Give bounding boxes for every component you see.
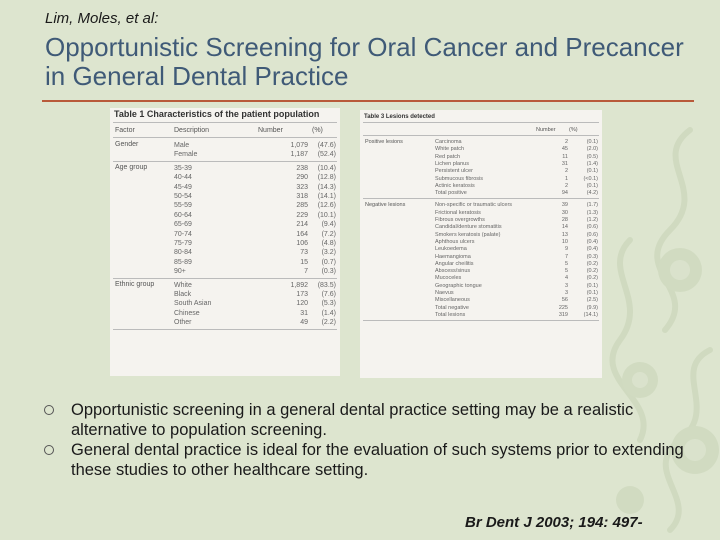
row-number: 120	[296, 300, 308, 308]
table-row	[435, 305, 598, 312]
row-label: 40-44	[174, 174, 192, 182]
table-row	[174, 230, 336, 239]
row-percent: (1.4)	[586, 160, 598, 167]
row-label: Lichen planus	[435, 160, 469, 167]
table-row	[435, 290, 598, 297]
row-number: 31	[561, 160, 568, 167]
row-label: 60-64	[174, 211, 192, 219]
table-row	[435, 283, 598, 290]
row-percent: (1.4)	[321, 309, 336, 317]
row-percent: (0.4)	[586, 246, 598, 253]
table-row	[174, 239, 336, 248]
row-number: 45	[561, 146, 568, 153]
row-number: 323	[296, 183, 308, 191]
column-header: Description	[174, 127, 210, 134]
table-row	[174, 141, 336, 150]
row-percent: (2.2)	[321, 319, 336, 327]
row-number: 11	[562, 153, 568, 160]
row-label: Smokers keratosis (palate)	[435, 231, 501, 238]
row-number: 14	[561, 224, 568, 231]
row-label: Miscellaneous	[435, 297, 470, 304]
table-row	[435, 139, 598, 146]
table-rule	[113, 278, 337, 279]
row-label: Red patch	[435, 153, 461, 160]
row-percent: (0.2)	[586, 275, 598, 282]
row-number: 10	[561, 238, 568, 245]
row-label: 70-74	[174, 230, 192, 238]
row-percent: (0.3)	[586, 253, 598, 260]
row-number: 1,892	[290, 281, 308, 289]
row-percent: (9.9)	[586, 304, 598, 311]
row-number: 7	[564, 253, 568, 260]
row-label: White patch	[435, 146, 465, 153]
row-number: 2	[564, 139, 568, 145]
row-label: Carcinoma	[435, 139, 462, 145]
row-number: 1	[564, 175, 568, 182]
column-header: Number	[536, 127, 556, 133]
row-number: 1,079	[290, 142, 308, 149]
row-number: 39	[561, 202, 568, 209]
row-group-label: Gender	[115, 141, 139, 148]
table-row	[174, 309, 336, 318]
row-percent: (1.3)	[586, 209, 598, 216]
table-row	[174, 248, 336, 257]
row-label: White	[174, 281, 192, 289]
table-row	[435, 232, 598, 239]
row-percent: (0.1)	[586, 139, 598, 145]
row-number: 106	[296, 240, 308, 247]
row-number: 5	[564, 260, 568, 267]
row-label: Frictional keratosis	[435, 209, 481, 216]
citation: Br Dent J 2003; 194: 497-	[465, 514, 643, 531]
row-label: 65-69	[174, 221, 192, 229]
author-line: Lim, Moles, et al:	[45, 10, 159, 27]
column-header: Number	[258, 127, 283, 134]
row-percent: (12.8)	[317, 174, 336, 182]
table-row	[174, 201, 336, 210]
title-divider	[42, 100, 694, 102]
row-label: Abscess/sinus	[435, 268, 471, 275]
row-percent: (0.5)	[586, 153, 598, 160]
bullet-item	[44, 400, 694, 440]
row-label: 90+	[174, 268, 186, 276]
row-label: Other	[174, 319, 192, 327]
row-percent: (0.3)	[321, 268, 336, 276]
row-number: 28	[561, 217, 568, 223]
table-row	[174, 258, 336, 267]
row-number: 229	[296, 211, 308, 219]
bullet-item	[44, 440, 694, 480]
table-3-caption: Table 3 Lesions detected	[364, 114, 435, 120]
row-percent: (10.1)	[317, 211, 336, 219]
row-percent: (0.2)	[586, 260, 598, 267]
row-label: Black	[174, 291, 192, 298]
row-number: 49	[300, 319, 308, 327]
row-label: Female	[174, 151, 198, 159]
row-label: 35-39	[174, 164, 192, 172]
row-label: 45-49	[174, 183, 192, 191]
row-number: 2	[564, 182, 568, 189]
table-row	[435, 297, 598, 304]
table-row	[435, 176, 598, 183]
table-row	[435, 275, 598, 282]
column-header: Factor	[115, 127, 135, 134]
row-number: 56	[561, 297, 568, 304]
row-percent: (0.1)	[586, 182, 598, 189]
bullet-text: Opportunistic screening in a general dental practice setting may be a realistic alternative to population screening.	[71, 401, 634, 439]
row-number: 225	[558, 304, 568, 311]
table-row	[174, 150, 336, 159]
table-row	[174, 281, 336, 290]
row-percent: (0.7)	[321, 258, 336, 266]
row-number: 94	[561, 190, 568, 197]
row-group-label: Age group	[115, 163, 148, 171]
table-row	[435, 154, 598, 161]
row-number: 2	[564, 168, 568, 175]
column-header: (%)	[569, 127, 578, 133]
row-percent: (14.3)	[317, 183, 336, 191]
row-label: Candidal/denture stomatitis	[435, 224, 502, 231]
row-label: 75-79	[174, 240, 192, 247]
row-number: 7	[304, 268, 308, 276]
row-group-label: Negative lesions	[365, 202, 406, 209]
row-label: Aphthous ulcers	[435, 238, 475, 245]
table-row	[435, 224, 598, 231]
row-percent: (<0.1)	[583, 175, 598, 182]
table-1-caption: Table 1 Characteristics of the patient population	[114, 109, 320, 119]
table-row	[174, 318, 336, 327]
row-label: Non-specific or traumatic ulcers	[435, 202, 513, 209]
row-percent: (1.7)	[586, 202, 598, 209]
row-group-label: Positive lesions	[365, 139, 403, 145]
row-percent: (0.4)	[586, 238, 598, 245]
bullet-text: General dental practice is ideal for the evaluation of such systems prior to extending these studies to other healthcare setting.	[71, 441, 684, 479]
table-row	[435, 239, 598, 246]
table-rule	[363, 122, 599, 123]
row-percent: (0.1)	[586, 290, 598, 296]
row-percent: (52.4)	[317, 151, 336, 159]
row-label: 55-59	[174, 202, 192, 210]
row-percent: (7.6)	[321, 291, 336, 298]
table-row	[435, 261, 598, 268]
row-percent: (47.6)	[317, 142, 336, 149]
row-number: 173	[296, 291, 308, 298]
row-label: Mucoceles	[435, 275, 462, 282]
row-percent: (0.2)	[586, 268, 598, 275]
table-row	[435, 210, 598, 217]
table-3-image	[360, 110, 602, 378]
table-row	[435, 312, 598, 319]
table-row	[174, 164, 336, 173]
table-row	[435, 217, 598, 224]
table-rule	[363, 198, 599, 199]
table-row	[174, 211, 336, 220]
row-percent: (0.1)	[586, 168, 598, 175]
row-percent: (0.1)	[586, 282, 598, 289]
hollow-circle-bullet-icon	[44, 405, 54, 415]
row-label: 80-84	[174, 249, 192, 257]
table-row	[174, 173, 336, 182]
row-number: 31	[300, 309, 308, 317]
table-row	[435, 161, 598, 168]
row-percent: (2.0)	[586, 146, 598, 153]
row-percent: (0.6)	[586, 231, 598, 238]
table-row	[174, 267, 336, 276]
row-number: 13	[561, 231, 568, 238]
row-label: Actinic keratosis	[435, 182, 475, 189]
row-label: Male	[174, 142, 190, 149]
row-label: Naevus	[435, 290, 454, 296]
row-number: 3	[564, 290, 568, 296]
row-label: Haemangioma	[435, 253, 471, 260]
table-1-image	[110, 108, 340, 376]
row-number: 73	[300, 249, 308, 257]
table-row	[435, 202, 598, 209]
table-rule	[113, 329, 337, 330]
table-row	[174, 183, 336, 192]
row-number: 15	[300, 258, 308, 266]
row-label: Persistent ulcer	[435, 168, 473, 175]
row-number: 290	[296, 174, 308, 182]
row-number: 238	[296, 164, 308, 172]
row-percent: (10.4)	[317, 164, 336, 172]
row-label: Geographic tongue	[435, 282, 482, 289]
table-row	[435, 168, 598, 175]
row-percent: (5.3)	[321, 300, 336, 308]
row-number: 319	[558, 311, 568, 318]
table-rule	[113, 161, 337, 162]
row-label: Chinese	[174, 309, 200, 317]
row-label: Total lesions	[435, 311, 466, 318]
table-row	[435, 183, 598, 190]
row-label: Leukoedema	[435, 246, 467, 253]
row-label: Submucous fibrosis	[435, 175, 483, 182]
row-percent: (83.5)	[317, 281, 336, 289]
row-number: 5	[564, 268, 568, 275]
row-label: 85-89	[174, 258, 192, 266]
row-number: 1,187	[290, 151, 308, 159]
table-row	[435, 146, 598, 153]
row-number: 164	[296, 230, 308, 238]
row-percent: (1.2)	[586, 217, 598, 223]
slide-title: Opportunistic Screening for Oral Cancer and Precancer in General Dental Practice	[45, 32, 684, 91]
row-percent: (7.2)	[321, 230, 336, 238]
bullet-list	[44, 400, 694, 480]
table-row	[174, 299, 336, 308]
row-number: 318	[296, 193, 308, 200]
table-rule	[113, 137, 337, 138]
row-number: 214	[296, 221, 308, 229]
row-number: 4	[564, 275, 568, 282]
row-label: Angular cheilitis	[435, 260, 474, 267]
row-number: 9	[564, 246, 568, 253]
table-row	[174, 290, 336, 299]
row-percent: (14.1)	[317, 193, 336, 200]
row-label: Total negative	[435, 304, 469, 311]
table-row	[174, 192, 336, 201]
hollow-circle-bullet-icon	[44, 445, 54, 455]
row-label: Total positive	[435, 190, 467, 197]
table-rule	[363, 320, 599, 321]
row-label: Fibrous overgrowths	[435, 217, 485, 223]
row-percent: (4.2)	[586, 190, 598, 197]
table-row	[435, 190, 598, 197]
row-percent: (9.4)	[321, 221, 336, 229]
row-label: 50-54	[174, 193, 192, 200]
table-row	[435, 268, 598, 275]
row-percent: (2.5)	[586, 297, 598, 304]
row-group-label: Ethnic group	[115, 280, 155, 288]
row-percent: (3.2)	[321, 249, 336, 257]
table-rule	[113, 122, 337, 123]
column-header: (%)	[312, 127, 323, 134]
table-rule	[363, 135, 599, 136]
row-number: 30	[561, 209, 568, 216]
table-row	[174, 220, 336, 229]
row-percent: (0.6)	[586, 224, 598, 231]
row-percent: (14.1)	[583, 311, 598, 318]
row-percent: (12.6)	[317, 202, 336, 210]
row-percent: (4.8)	[321, 240, 336, 247]
table-row	[435, 254, 598, 261]
table-row	[435, 246, 598, 253]
row-number: 285	[296, 202, 308, 210]
row-label: South Asian	[174, 300, 212, 308]
row-number: 3	[564, 282, 568, 289]
